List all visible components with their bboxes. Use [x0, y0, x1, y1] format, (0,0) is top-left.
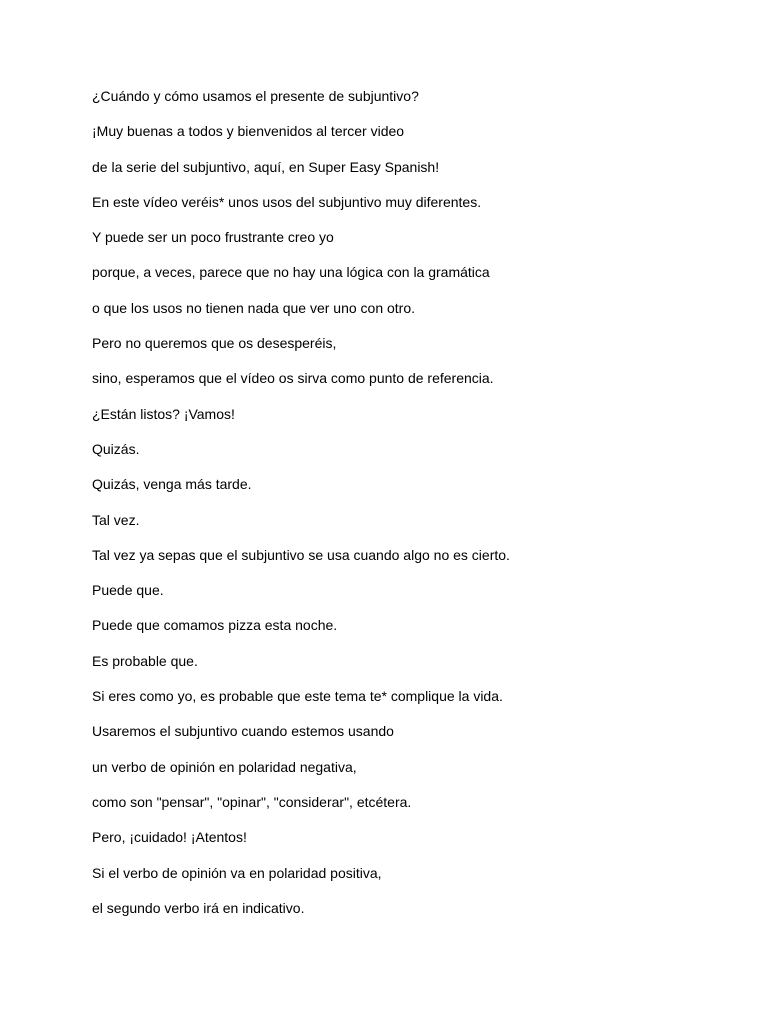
text-line: En este vídeo veréis* unos usos del subjuntivo muy diferentes.: [92, 193, 482, 210]
text-line: Pero, ¡cuidado! ¡Atentos!: [92, 829, 247, 846]
text-line: Quizás, venga más tarde.: [92, 476, 252, 493]
text-line: Pero no queremos que os desesperéis,: [92, 335, 337, 352]
text-line: Y puede ser un poco frustrante creo yo: [92, 229, 334, 246]
text-line: porque, a veces, parece que no hay una lógica con la gramática: [92, 264, 490, 281]
text-line: Es probable que.: [92, 652, 198, 669]
text-line: como son "pensar", "opinar", "considerar", etcétera.: [92, 793, 412, 810]
text-line: Tal vez.: [92, 511, 140, 528]
text-line: Puede que comamos pizza esta noche.: [92, 617, 338, 634]
text-line: el segundo verbo irá en indicativo.: [92, 899, 305, 916]
text-line: Usaremos el subjuntivo cuando estemos usando: [92, 723, 394, 740]
text-line: ¿Están listos? ¡Vamos!: [92, 405, 235, 422]
text-line: Puede que.: [92, 582, 164, 599]
text-line: un verbo de opinión en polaridad negativa,: [92, 758, 357, 775]
text-line: de la serie del subjuntivo, aquí, en Super Easy Spanish!: [92, 158, 440, 175]
text-line: ¿Cuándo y cómo usamos el presente de subjuntivo?: [92, 88, 419, 104]
text-line: sino, esperamos que el vídeo os sirva como punto de referencia.: [92, 370, 494, 387]
text-line: Tal vez ya sepas que el subjuntivo se usa cuando algo no es cierto.: [92, 546, 510, 563]
text-line: ¡Muy buenas a todos y bienvenidos al tercer video: [92, 123, 405, 140]
transcript-text: [92, 86, 732, 933]
text-line: o que los usos no tienen nada que ver uno con otro.: [92, 299, 416, 316]
text-line: Quizás.: [92, 440, 140, 457]
text-line: Si el verbo de opinión va en polaridad positiva,: [92, 864, 382, 881]
text-line: Si eres como yo, es probable que este tema te* complique la vida.: [92, 688, 503, 705]
